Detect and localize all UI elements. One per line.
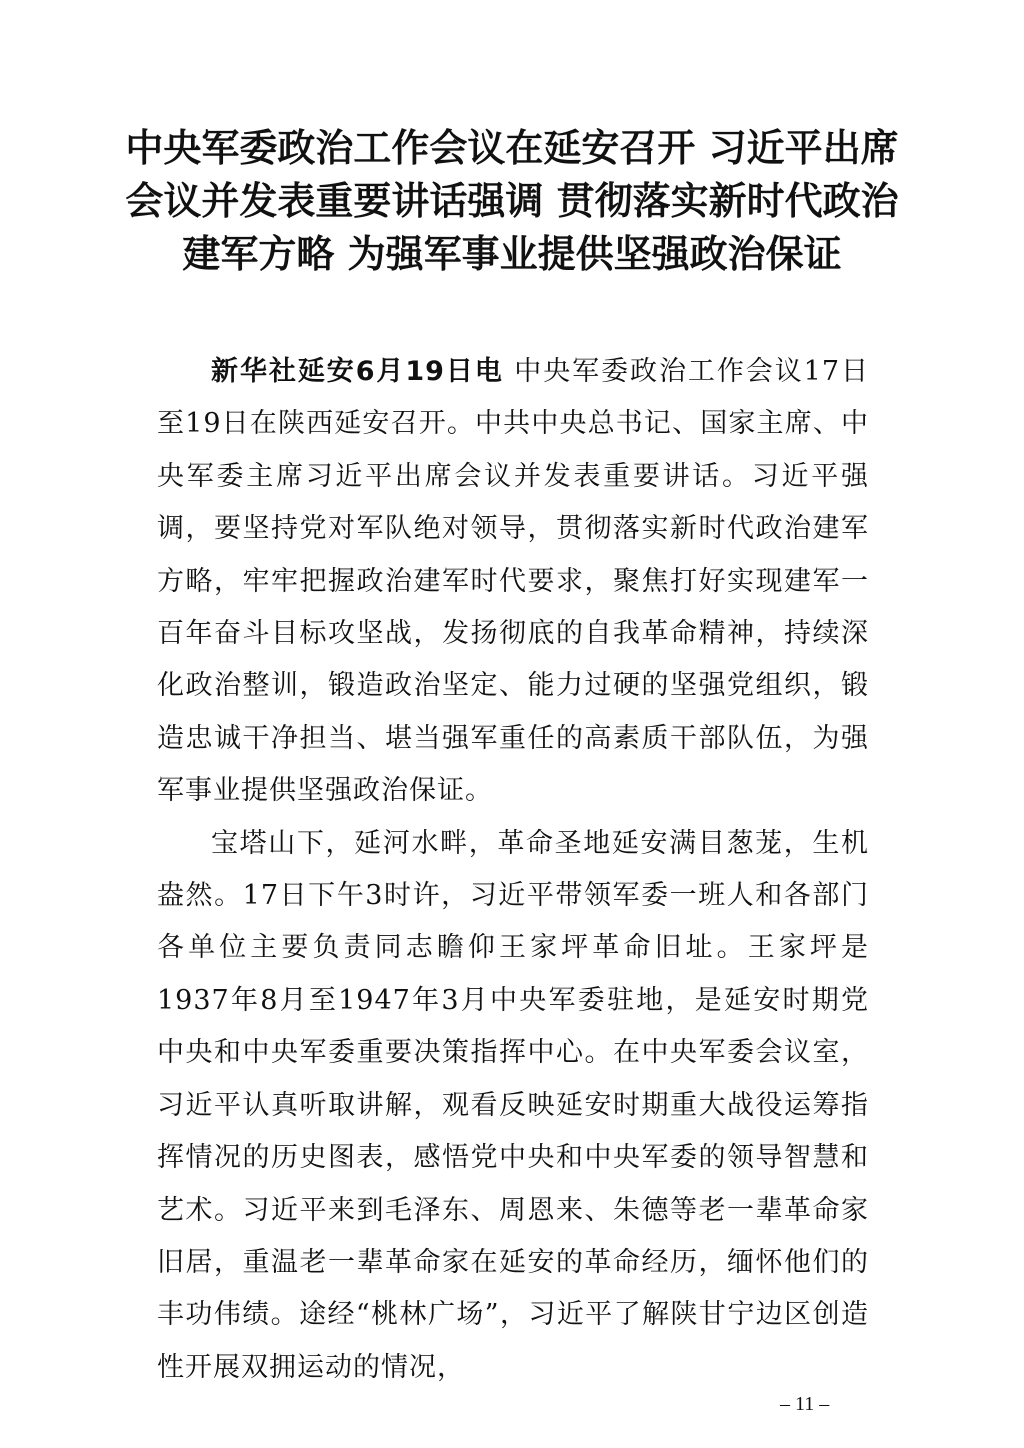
page-number: – 11 – [780, 1393, 830, 1415]
title-line-2: 会议并发表重要讲话强调 贯彻落实新时代政治 [125, 179, 899, 223]
title-line-3: 建军方略 为强军事业提供坚强政治保证 [182, 232, 842, 276]
article-title [120, 122, 904, 281]
article-body [157, 346, 869, 1394]
title-line-1: 中央军委政治工作会议在延安召开 习近平出席 [125, 126, 899, 170]
paragraph-2: 宝塔山下，延河水畔，革命圣地延安满目葱茏，生机盎然。17日下午3时许，习近平带领军委一班人和各部门各单位主要负责同志瞻仰王家坪革命旧址。王家坪是1937年8月至1947年3月中央军委驻地，是延安时期党中央和中央军委重要决策指挥中心。在中央军委会议室，习近平认真听取讲解，观看反映延安时期重大战役运筹指挥情况的历史图表，感悟党中央和中央军委的领导智慧和艺术。习近平来到毛泽东、周恩来、朱德等老一辈革命家旧居，重温老一辈革命家在延安的革命经历，缅怀他们的丰功伟绩。途经“桃林广场”，习近平了解陕甘宁边区创造性开展双拥运动的情况， [157, 827, 869, 1383]
paragraph-1-text: 中央军委政治工作会议17日至19日在陕西延安召开。中共中央总书记、国家主席、中央军委主席习近平出席会议并发表重要讲话。习近平强调，要坚持党对军队绝对领导，贯彻落实新时代政治建军方略，牢牢把握政治建军时代要求，聚焦打好实现建军一百年奋斗目标攻坚战，发扬彻底的自我革命精神，持续深化政治整训，锻造政治坚定、能力过硬的坚强党组织，锻造忠诚干净担当、堪当强军重任的高素质干部队伍，为强军事业提供坚强政治保证。 [157, 356, 869, 807]
dateline: 新华社延安6月19日电 [211, 356, 504, 387]
paragraph-1 [157, 346, 869, 818]
